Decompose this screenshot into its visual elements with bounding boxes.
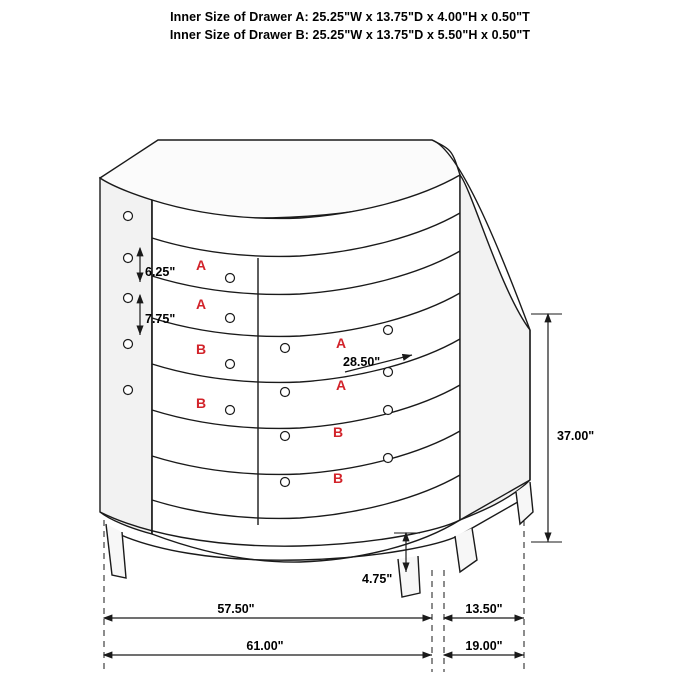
dim-drawer-width-text: 28.50" xyxy=(343,355,381,369)
knob xyxy=(124,254,133,263)
drawer-label-right-1: A xyxy=(336,335,347,351)
header-line-drawer-b: Inner Size of Drawer B: 25.25"W x 13.75"D x 5.50"H x 0.50"T xyxy=(169,28,531,42)
knob xyxy=(226,360,235,369)
knob xyxy=(124,340,133,349)
drawer-label-left-3: B xyxy=(196,341,207,357)
knob xyxy=(226,314,235,323)
knob xyxy=(281,432,290,441)
knob xyxy=(384,368,393,377)
dim-drawer-a-height-text: 6.25" xyxy=(145,265,176,279)
dresser-right-side xyxy=(460,175,530,520)
leg-front-right xyxy=(398,556,420,597)
dim-leg-height-text: 4.75" xyxy=(362,572,393,586)
drawer-label-right-2: A xyxy=(336,377,347,393)
knob xyxy=(124,212,133,221)
knob xyxy=(281,478,290,487)
dim-overall-depth-text: 19.00" xyxy=(465,639,503,653)
dim-side-depth-text: 13.50" xyxy=(465,602,503,616)
knob xyxy=(124,294,133,303)
dim-total-height-text: 37.00" xyxy=(557,429,595,443)
drawer-label-right-3: B xyxy=(333,424,344,440)
knob xyxy=(384,406,393,415)
dim-drawer-b-height-text: 7.75" xyxy=(145,312,176,326)
leg-rear-right xyxy=(455,528,477,572)
dim-overall-width-text: 61.00" xyxy=(246,639,284,653)
header-line-drawer-a: Inner Size of Drawer A: 25.25"W x 13.75"D x 4.00"H x 0.50"T xyxy=(170,10,530,24)
drawer-label-right-4: B xyxy=(333,470,344,486)
drawer-label-left-2: A xyxy=(196,296,207,312)
leg-front-left xyxy=(106,524,126,578)
knob xyxy=(226,274,235,283)
drawer-label-left-4: B xyxy=(196,395,207,411)
dresser-body xyxy=(100,140,533,597)
knob xyxy=(226,406,235,415)
knob xyxy=(124,386,133,395)
knob xyxy=(384,454,393,463)
knob xyxy=(281,344,290,353)
knob xyxy=(281,388,290,397)
knob xyxy=(384,326,393,335)
dresser-left-side xyxy=(100,178,152,534)
drawer-label-left-1: A xyxy=(196,257,207,273)
dim-front-width-text: 57.50" xyxy=(217,602,255,616)
